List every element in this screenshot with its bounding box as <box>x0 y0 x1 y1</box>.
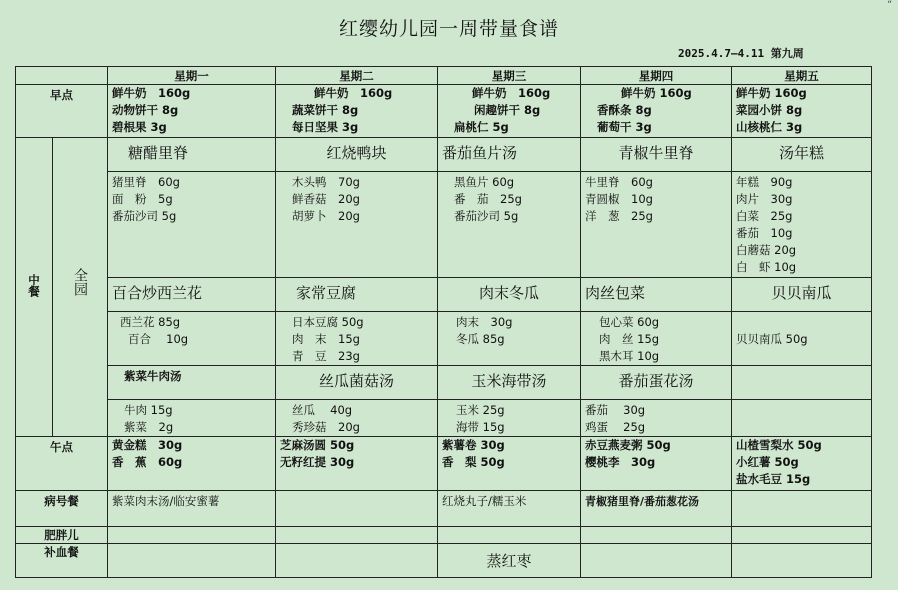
sick-cell-tue <box>276 491 438 527</box>
blood-cell-wed: 蒸红枣 <box>438 544 581 578</box>
snack-cell-wed: 紫薯卷 30g 香 梨 50g <box>438 437 581 491</box>
blood-row <box>16 544 872 578</box>
header-corner <box>16 67 108 85</box>
breakfast-item: 葡萄干 3g <box>597 120 652 134</box>
ingredients-mon-3: 牛肉 15g 紫菜 2g <box>108 400 276 437</box>
day-header-wed: 星期三 <box>438 67 581 85</box>
ingredients-fri-1: 年糕 90g 肉片 30g 白菜 25g 番茄 10g 白蘑菇 20g 白 虾 10g <box>732 172 872 278</box>
ingredients-fri-3 <box>732 400 872 437</box>
ingredients-wed-3: 玉米 25g 海带 15g <box>438 400 581 437</box>
lunch-ingredient-row-2 <box>16 312 872 366</box>
breakfast-cell-tue <box>276 85 438 138</box>
sick-cell-mon: 紫菜肉末汤/临安蜜薯 <box>108 491 276 527</box>
breakfast-cell-wed <box>438 85 581 138</box>
header-row <box>16 67 872 85</box>
dish-tue-1: 红烧鸭块 <box>276 138 438 172</box>
sick-cell-wed: 红烧丸子/糯玉米 <box>438 491 581 527</box>
sick-cell-fri <box>732 491 872 527</box>
blood-cell-fri <box>732 544 872 578</box>
breakfast-item: 闲趣饼干 8g <box>474 103 541 117</box>
dish-thu-1: 青椒牛里脊 <box>581 138 732 172</box>
breakfast-item: 鲜牛奶 160g <box>621 86 692 100</box>
lunch-ingredient-row-3 <box>16 400 872 437</box>
sick-cell-thu: 青椒猪里脊/番茄葱花汤 <box>581 491 732 527</box>
blood-cell-tue <box>276 544 438 578</box>
breakfast-cell-fri <box>732 85 872 138</box>
ingredients-tue-1: 木头鸭 70g 鲜香菇 20g 胡萝卜 20g <box>276 172 438 278</box>
breakfast-item: 鲜牛奶 160g <box>736 86 807 100</box>
row-label-blood: 补血餐 <box>16 544 108 578</box>
breakfast-item: 鲜牛奶 160g <box>112 86 191 100</box>
lunch-dish-row-3 <box>16 366 872 400</box>
breakfast-item: 山核桃仁 3g <box>736 120 803 134</box>
row-label-lunch: 中餐 <box>16 138 53 437</box>
corner-mark: “ <box>887 0 892 10</box>
day-header-mon: 星期一 <box>108 67 276 85</box>
breakfast-item: 香酥条 8g <box>597 103 652 117</box>
ingredients-thu-1: 牛里脊 60g 青圆椒 10g 洋 葱 25g <box>581 172 732 278</box>
row-label-snack: 午点 <box>16 437 108 491</box>
obese-cell-thu <box>581 527 732 544</box>
dish-mon-1: 糖醋里脊 <box>108 138 276 172</box>
lunch-ingredient-row-1 <box>16 172 872 278</box>
dish-tue-3: 丝瓜菌菇汤 <box>276 366 438 400</box>
breakfast-item: 鲜牛奶 160g <box>314 86 393 100</box>
day-header-tue: 星期二 <box>276 67 438 85</box>
breakfast-item: 碧根果 3g <box>112 120 167 134</box>
breakfast-item: 扁桃仁 5g <box>454 120 509 134</box>
dish-thu-3: 番茄蛋花汤 <box>581 366 732 400</box>
ingredients-wed-2: 肉末 30g 冬瓜 85g <box>438 312 581 366</box>
blood-cell-thu <box>581 544 732 578</box>
dish-fri-3 <box>732 366 872 400</box>
date-range: 2025.4.7—4.11 第九周 <box>678 47 804 60</box>
obese-cell-fri <box>732 527 872 544</box>
ingredients-mon-2: 西兰花 85g 百合 10g <box>108 312 276 366</box>
day-header-thu: 星期四 <box>581 67 732 85</box>
row-label-obese: 肥胖儿 <box>16 527 108 544</box>
obese-cell-mon <box>108 527 276 544</box>
lunch-dish-row-1 <box>16 138 872 172</box>
dish-thu-2: 肉丝包菜 <box>581 278 732 312</box>
snack-cell-mon: 黄金糕 30g 香 蕉 60g <box>108 437 276 491</box>
dish-fri-2: 贝贝南瓜 <box>732 278 872 312</box>
snack-cell-tue: 芝麻汤圆 50g 无籽红提 30g <box>276 437 438 491</box>
breakfast-row <box>16 85 872 138</box>
ingredients-thu-2: 包心菜 60g 肉 丝 15g 黑木耳 10g <box>581 312 732 366</box>
snack-row <box>16 437 872 491</box>
dish-mon-3: 紫菜牛肉汤 <box>108 366 276 400</box>
page-title: 红缨幼儿园一周带量食谱 <box>338 18 559 40</box>
dish-tue-2: 家常豆腐 <box>276 278 438 312</box>
ingredients-tue-3: 丝瓜 40g 秀珍菇 20g <box>276 400 438 437</box>
dish-wed-1: 番茄鱼片汤 <box>438 138 581 172</box>
blood-cell-mon <box>108 544 276 578</box>
dish-fri-1: 汤年糕 <box>732 138 872 172</box>
ingredients-tue-2: 日本豆腐 50g 肉 末 15g 青 豆 23g <box>276 312 438 366</box>
sick-row <box>16 491 872 527</box>
snack-cell-thu: 赤豆燕麦粥 50g 樱桃李 30g <box>581 437 732 491</box>
dish-wed-2: 肉末冬瓜 <box>438 278 581 312</box>
breakfast-item: 动物饼干 8g <box>112 103 179 117</box>
obese-row <box>16 527 872 544</box>
breakfast-cell-thu <box>581 85 732 138</box>
ingredients-thu-3: 番茄 30g 鸡蛋 25g <box>581 400 732 437</box>
row-label-lunch-sub: 全园 <box>53 138 108 437</box>
breakfast-item: 菜园小饼 8g <box>736 103 803 117</box>
day-header-fri: 星期五 <box>732 67 872 85</box>
obese-cell-tue <box>276 527 438 544</box>
row-label-sick: 病号餐 <box>16 491 108 527</box>
dish-mon-2: 百合炒西兰花 <box>108 278 276 312</box>
breakfast-cell-mon <box>108 85 276 138</box>
ingredients-fri-2: 贝贝南瓜 50g <box>732 312 872 366</box>
row-label-breakfast: 早点 <box>16 85 108 138</box>
breakfast-item: 每日坚果 3g <box>292 120 359 134</box>
breakfast-item: 蔬菜饼干 8g <box>292 103 359 117</box>
lunch-dish-row-2 <box>16 278 872 312</box>
ingredients-mon-1: 猪里脊 60g 面 粉 5g 番茄沙司 5g <box>108 172 276 278</box>
snack-cell-fri: 山楂雪梨水 50g 小红薯 50g 盐水毛豆 15g <box>732 437 872 491</box>
menu-table <box>15 66 872 578</box>
ingredients-wed-1: 黑鱼片 60g 番 茄 25g 番茄沙司 5g <box>438 172 581 278</box>
breakfast-item: 鲜牛奶 160g <box>472 86 551 100</box>
obese-cell-wed <box>438 527 581 544</box>
dish-wed-3: 玉米海带汤 <box>438 366 581 400</box>
